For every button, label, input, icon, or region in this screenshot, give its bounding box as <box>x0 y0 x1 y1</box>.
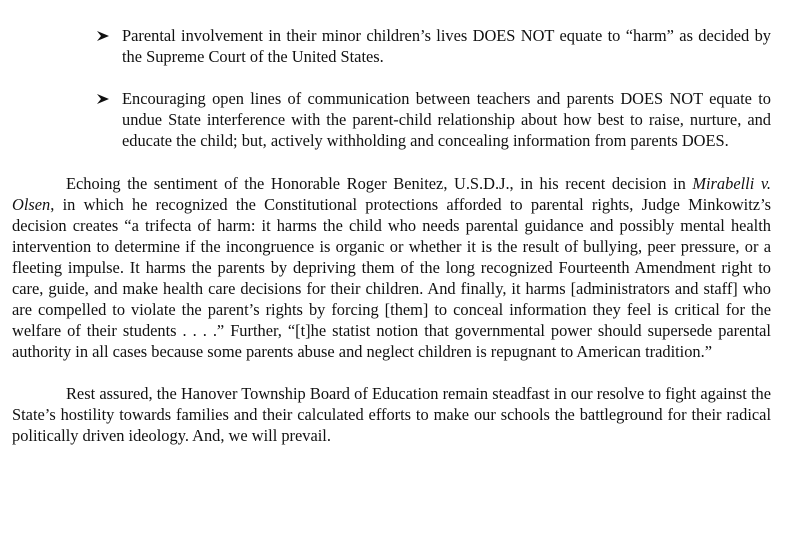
bullet-item-supreme-court <box>122 25 771 67</box>
bullet-text: Encouraging open lines of communication between teachers and parents DOES NOT equate to undue State interference with the parent-child relationship about how best to raise, nurture, and educate the child; but, actively withholding and concealing information from parents DOES. <box>122 89 771 150</box>
paragraph-text: Rest assured, the Hanover Township Board of Education remain steadfast in our resolve to fight against the State’s hostility towards families and their calculated efforts to make our schools the battleground for their radical politically driven ideology. And, we will prevail. <box>12 384 771 445</box>
paragraph-rest-assured <box>12 383 771 446</box>
arrowhead-bullet-icon <box>96 25 112 46</box>
paragraph-text-part1: Echoing the sentiment of the Honorable Roger Benitez, U.S.D.J., in his recent decision in <box>66 174 693 193</box>
case-name: Mirabelli v. Olsen <box>12 174 771 214</box>
document-page <box>12 25 771 446</box>
bullet-text: Parental involvement in their minor children’s lives DOES NOT equate to “harm” as decided by the Supreme Court of the United States. <box>122 26 771 66</box>
paragraph-benitez-quote <box>12 173 771 362</box>
bullet-item-communication <box>122 88 771 151</box>
arrowhead-bullet-icon <box>96 88 112 109</box>
paragraph-text-part2: , in which he recognized the Constitutional protections afforded to parental rights, Judge Minkowitz’s decision creates “a trifecta of harm: it harms the child who needs parental guidance and possibly mental health intervention to determine if the incongruence is organic or whether it is the result of bullying, peer pressure, or a fleeting impulse. It harms the parents by depriving them of the long recognized Fourteenth Amendment right to care, guide, and make health care decisions for their children. And finally, it harms [administrators and staff] who are compelled to violate the parent’s rights by forcing [them] to conceal information they feel is critical for the welfare of their students . . . .” Further, “[t]he statist notion that governmental power should supersede parental authority in all cases because some parents abuse and neglect children is repugnant to American tradition.” <box>12 195 771 361</box>
